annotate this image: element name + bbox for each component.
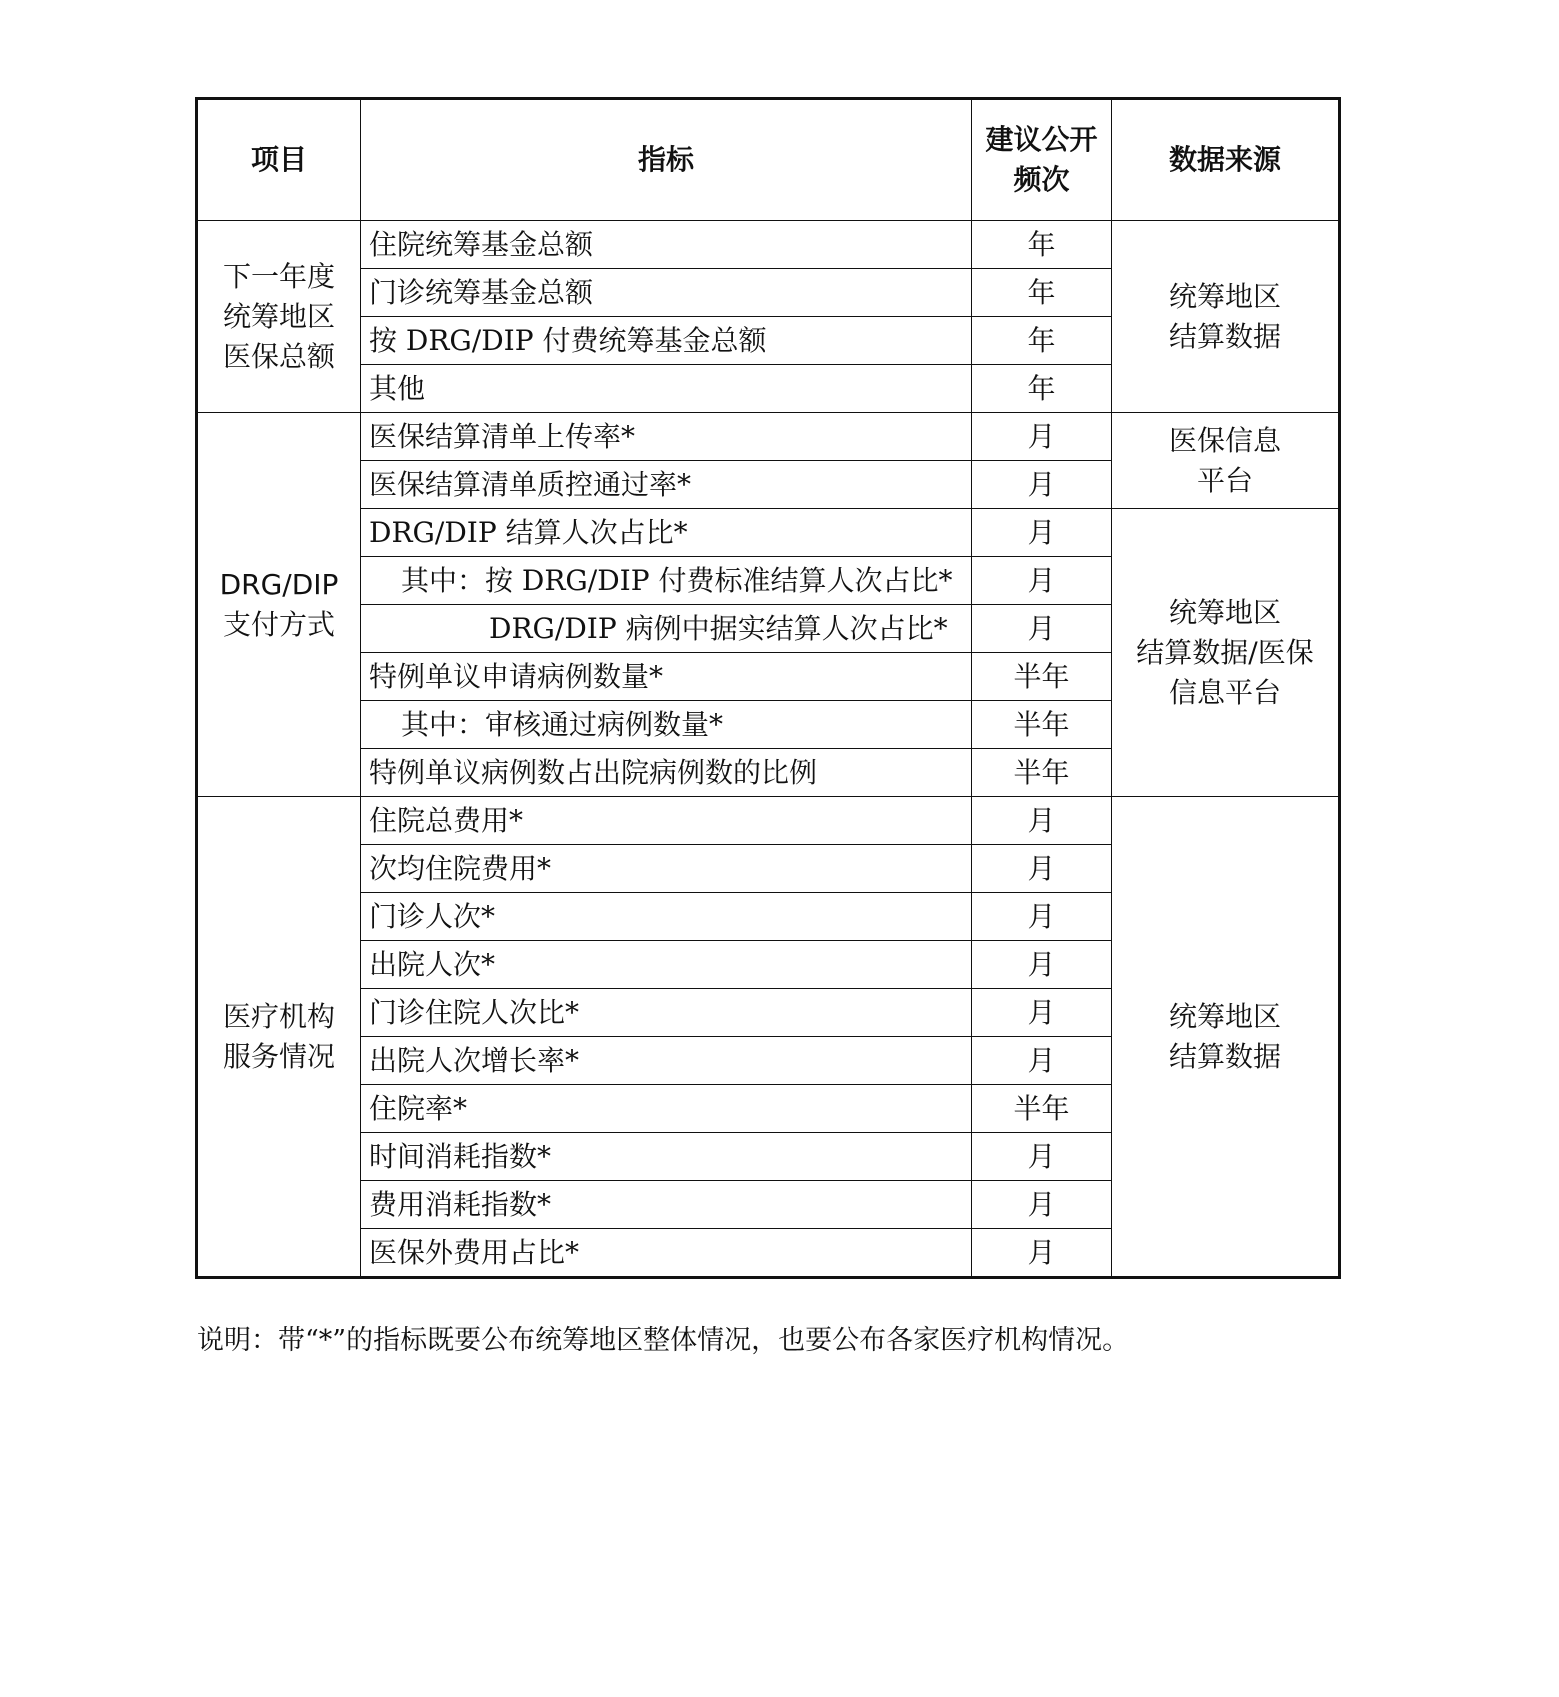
- footnote: 说明：带“*”的指标既要公布统筹地区整体情况，也要公布各家医疗机构情况。: [197, 1325, 1130, 1356]
- frequency-cell: 月: [972, 845, 1112, 893]
- indicator-cell: 门诊人次*: [361, 893, 972, 941]
- group-label: DRG/DIP 支付方式: [197, 413, 361, 797]
- indicator-cell: 医保外费用占比*: [361, 1229, 972, 1278]
- indicator-cell: 医保结算清单质控通过率*: [361, 461, 972, 509]
- header-indicator: 指标: [361, 99, 972, 221]
- table-row: [197, 797, 1340, 845]
- frequency-cell: 年: [972, 317, 1112, 365]
- header-row: [197, 99, 1340, 221]
- frequency-cell: 月: [972, 605, 1112, 653]
- indicator-cell: 其他: [361, 365, 972, 413]
- indicator-cell: 医保结算清单上传率*: [361, 413, 972, 461]
- indicator-cell: 特例单议申请病例数量*: [361, 653, 972, 701]
- indicator-cell: 按 DRG/DIP 付费统筹基金总额: [361, 317, 972, 365]
- frequency-cell: 月: [972, 461, 1112, 509]
- frequency-cell: 月: [972, 797, 1112, 845]
- indicator-cell: 费用消耗指数*: [361, 1181, 972, 1229]
- table-row: [197, 413, 1340, 461]
- indicator-cell: DRG/DIP 结算人次占比*: [361, 509, 972, 557]
- group-label: 医疗机构 服务情况: [197, 797, 361, 1278]
- table-row: [197, 221, 1340, 269]
- source-cell: 医保信息 平台: [1112, 413, 1340, 509]
- frequency-cell: 月: [972, 413, 1112, 461]
- indicator-cell: 住院总费用*: [361, 797, 972, 845]
- indicator-cell: 次均住院费用*: [361, 845, 972, 893]
- table-row: [197, 509, 1340, 557]
- frequency-cell: 月: [972, 941, 1112, 989]
- frequency-cell: 月: [972, 1181, 1112, 1229]
- frequency-cell: 月: [972, 893, 1112, 941]
- frequency-cell: 月: [972, 557, 1112, 605]
- header-item: 项目: [197, 99, 361, 221]
- frequency-cell: 月: [972, 509, 1112, 557]
- indicator-cell: 其中：审核通过病例数量*: [361, 701, 972, 749]
- frequency-cell: 月: [972, 1037, 1112, 1085]
- frequency-cell: 半年: [972, 1085, 1112, 1133]
- indicator-table: [195, 97, 1341, 1279]
- frequency-cell: 半年: [972, 653, 1112, 701]
- source-cell: 统筹地区 结算数据: [1112, 797, 1340, 1278]
- indicator-cell: DRG/DIP 病例中据实结算人次占比*: [361, 605, 972, 653]
- source-cell: 统筹地区 结算数据/医保 信息平台: [1112, 509, 1340, 797]
- indicator-cell: 出院人次*: [361, 941, 972, 989]
- indicator-cell: 特例单议病例数占出院病例数的比例: [361, 749, 972, 797]
- frequency-cell: 月: [972, 989, 1112, 1037]
- header-source: 数据来源: [1112, 99, 1340, 221]
- indicator-cell: 时间消耗指数*: [361, 1133, 972, 1181]
- indicator-cell: 门诊统筹基金总额: [361, 269, 972, 317]
- header-frequency: 建议公开 频次: [972, 99, 1112, 221]
- indicator-cell: 住院率*: [361, 1085, 972, 1133]
- indicator-cell: 住院统筹基金总额: [361, 221, 972, 269]
- frequency-cell: 半年: [972, 749, 1112, 797]
- frequency-cell: 年: [972, 269, 1112, 317]
- frequency-cell: 年: [972, 365, 1112, 413]
- frequency-cell: 月: [972, 1229, 1112, 1278]
- group-label: 下一年度 统筹地区 医保总额: [197, 221, 361, 413]
- frequency-cell: 月: [972, 1133, 1112, 1181]
- indicator-cell: 门诊住院人次比*: [361, 989, 972, 1037]
- frequency-cell: 半年: [972, 701, 1112, 749]
- indicator-cell: 出院人次增长率*: [361, 1037, 972, 1085]
- indicator-cell: 其中：按 DRG/DIP 付费标准结算人次占比*: [361, 557, 972, 605]
- frequency-cell: 年: [972, 221, 1112, 269]
- source-cell: 统筹地区 结算数据: [1112, 221, 1340, 413]
